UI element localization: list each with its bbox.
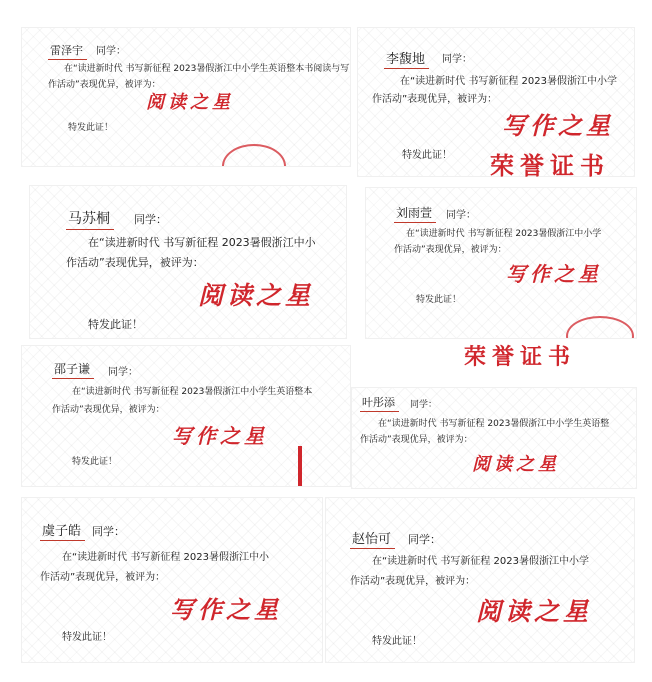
issue-statement: 特发此证！ bbox=[402, 150, 452, 161]
student-name: 叶彤添 bbox=[360, 394, 399, 412]
award-title: 阅读之星 bbox=[472, 454, 560, 475]
issue-statement: 特发此证！ bbox=[88, 318, 143, 331]
seal-stamp bbox=[566, 316, 634, 338]
student-name: 刘雨萱 bbox=[394, 204, 436, 223]
certificate-text-line-2: 作活动”表现优异，被评为： bbox=[48, 80, 161, 90]
student-suffix: 同学： bbox=[410, 400, 438, 410]
student-name: 马苏桐 bbox=[66, 208, 114, 230]
award-title: 阅读之星 bbox=[476, 597, 593, 626]
certificate-title-fragment: 荣誉证书 bbox=[464, 344, 577, 370]
award-title: 写作之星 bbox=[506, 262, 602, 286]
certificate-card bbox=[22, 346, 350, 486]
certificate-title-fragment: 荣誉证书 bbox=[490, 151, 610, 180]
student-suffix: 同学： bbox=[108, 367, 138, 378]
certificate-text-line-2: 作活动”表现优异，被评为： bbox=[360, 435, 473, 445]
award-title: 写作之星 bbox=[502, 111, 614, 140]
student-suffix: 同学： bbox=[408, 533, 441, 546]
certificate-card bbox=[352, 388, 636, 488]
award-title: 写作之星 bbox=[172, 424, 268, 448]
certificate-text-line-1: 在“读进新时代 书写新征程 2023暑假浙江中小学生英语整 bbox=[378, 419, 610, 429]
student-name: 邵子谦 bbox=[52, 360, 94, 379]
certificate-card bbox=[30, 186, 346, 338]
certificate-card bbox=[22, 498, 322, 662]
award-title: 阅读之星 bbox=[198, 281, 315, 310]
certificate-text-line-1: 在“读进新时代 书写新征程 2023暑假浙江中小学生英语整本 bbox=[72, 387, 313, 397]
certificate-card bbox=[326, 498, 634, 662]
award-title: 阅读之星 bbox=[146, 92, 234, 113]
issue-statement: 特发此证！ bbox=[72, 457, 118, 467]
certificate-card bbox=[366, 188, 636, 338]
award-title: 写作之星 bbox=[170, 595, 282, 624]
certificate-text-line-2: 作活动”表现优异，被评为： bbox=[66, 256, 204, 269]
student-suffix: 同学： bbox=[442, 54, 472, 65]
certificate-text-line-1: 在“读进新时代 书写新征程 2023暑假浙江中小 bbox=[88, 236, 316, 249]
issue-statement: 特发此证！ bbox=[62, 632, 112, 643]
certificate-text-line-2: 作活动”表现优异，被评为： bbox=[52, 405, 165, 415]
student-suffix: 同学： bbox=[92, 525, 125, 538]
certificate-text-line-1: 在“读进新时代 书写新征程 2023暑假浙江中小学 bbox=[406, 229, 602, 239]
red-border-edge bbox=[298, 446, 302, 486]
certificate-card bbox=[22, 28, 350, 166]
certificate-text-line-1: 在“读进新时代 书写新征程 2023暑假浙江中小学生英语整本书阅读与写 bbox=[64, 64, 350, 74]
seal-stamp bbox=[222, 144, 286, 166]
student-name: 赵怡可 bbox=[350, 528, 395, 549]
certificate-text-line-2: 作活动”表现优异，被评为： bbox=[372, 94, 498, 105]
certificate-text-line-1: 在“读进新时代 书写新征程 2023暑假浙江中小 bbox=[62, 552, 269, 563]
student-name: 虞子皓 bbox=[40, 520, 85, 541]
student-name: 雷泽宇 bbox=[48, 42, 87, 60]
certificate-text-line-2: 作活动”表现优异，被评为： bbox=[40, 572, 166, 583]
issue-statement: 特发此证！ bbox=[372, 636, 422, 647]
student-name: 李馥地 bbox=[384, 48, 429, 69]
certificate-text-line-2: 作活动”表现优异，被评为： bbox=[350, 576, 476, 587]
certificate-text-line-1: 在“读进新时代 书写新征程 2023暑假浙江中小学 bbox=[372, 556, 589, 567]
certificate-text-line-1: 在“读进新时代 书写新征程 2023暑假浙江中小学 bbox=[400, 76, 617, 87]
issue-statement: 特发此证！ bbox=[68, 123, 114, 133]
certificate-text-line-2: 作活动”表现优异，被评为： bbox=[394, 245, 507, 255]
student-suffix: 同学： bbox=[96, 46, 126, 57]
student-suffix: 同学： bbox=[134, 213, 167, 226]
issue-statement: 特发此证！ bbox=[416, 295, 462, 305]
student-suffix: 同学： bbox=[446, 210, 476, 221]
